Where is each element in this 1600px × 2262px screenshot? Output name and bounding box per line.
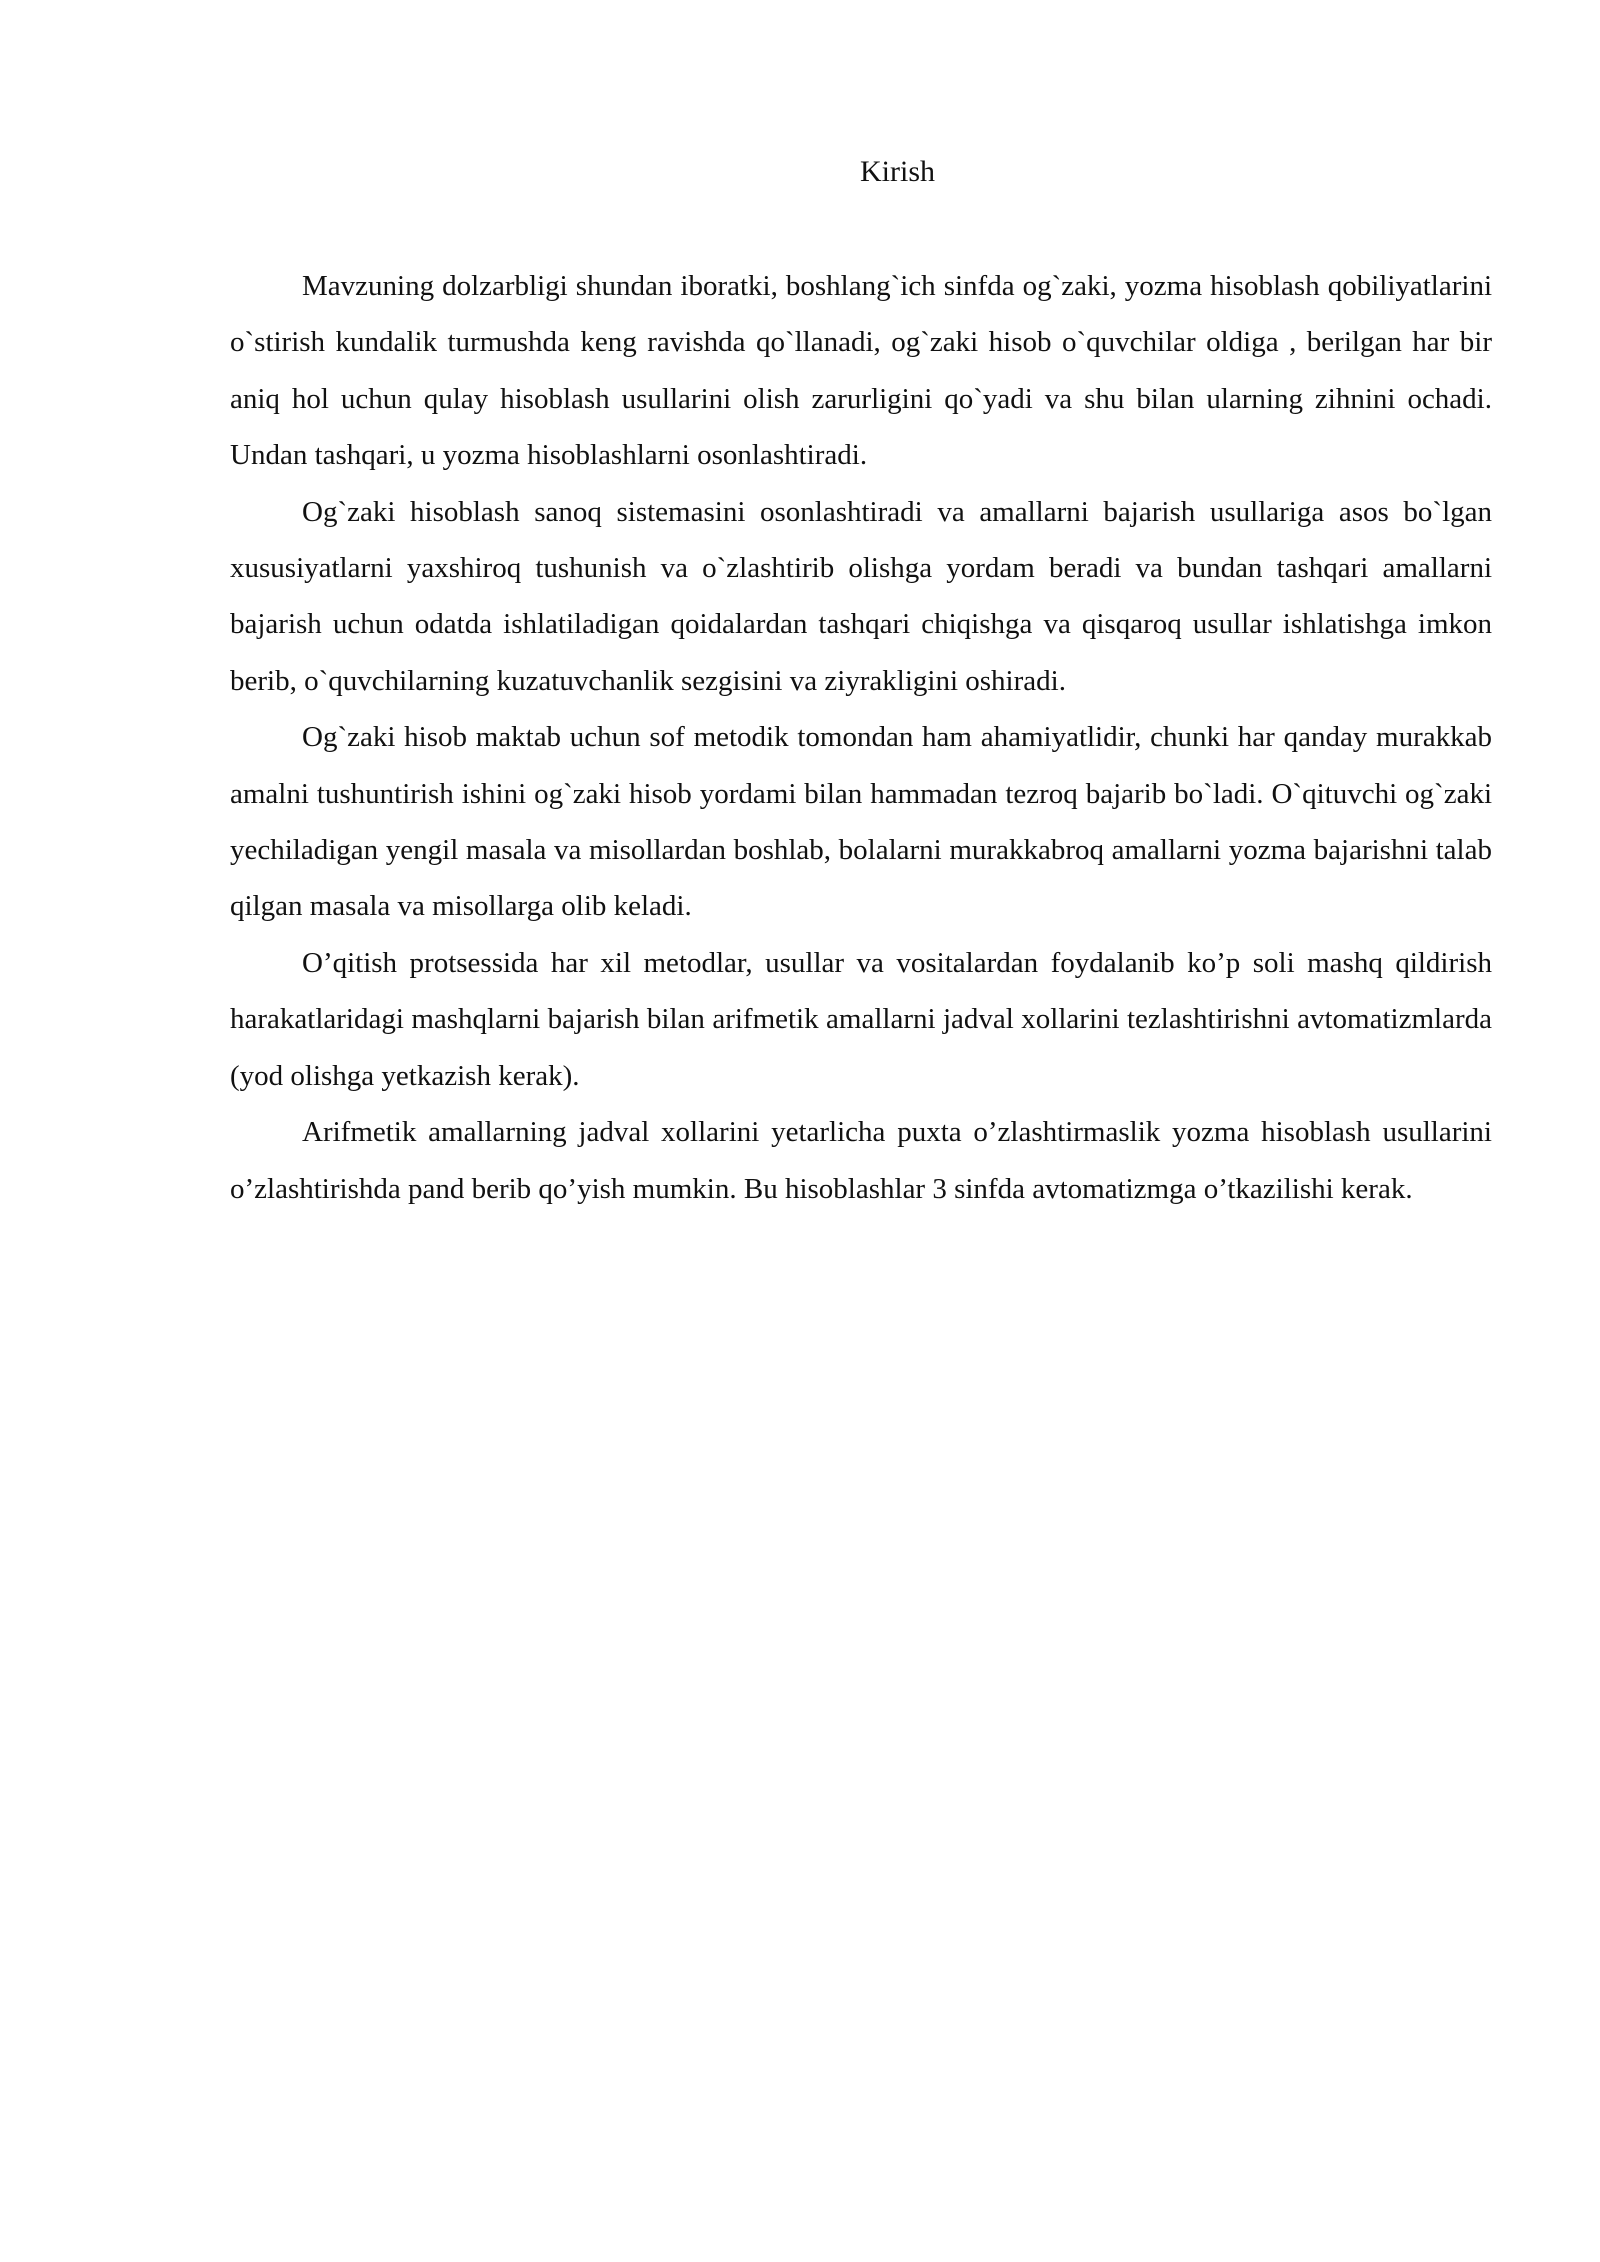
paragraph: Mavzuning dolzarbligi shundan iboratki, boshlang`ich sinfda og`zaki, yozma hisoblash qobiliyatlarini o`stirish kundalik turmushda keng ravishda qo`llanadi, og`zaki hisob o`quvchilar oldiga , berilgan har bir aniq hol uchun qulay hisoblash usullarini olish zarurligini qo`yadi va shu bilan ularning zihnini ochadi. Undan tashqari, u yozma hisoblashlarni osonlashtiradi. xyxy=(230,270,1492,472)
document-body xyxy=(230,258,1492,1217)
paragraph: Og`zaki hisoblash sanoq sistemasini osonlashtiradi va amallarni bajarish usullariga asos bo`lgan xususiyatlarni yaxshiroq tushunish va o`zlashtirib olishga yordam beradi va bundan tashqari amallarni bajarish uchun odatda ishlatiladigan qoidalardan tashqari chiqishga va qisqaroq usullar ishlatishga imkon berib, o`quvchilarning kuzatuvchanlik sezgisini va ziyrakligini oshiradi. xyxy=(230,495,1492,697)
paragraph: Og`zaki hisob maktab uchun sof metodik tomondan ham ahamiyatlidir, chunki har qanday murakkab amalni tushuntirish ishini og`zaki hisob yordami bilan hammadan tezroq bajarib bo`ladi. O`qituvchi og`zaki yechiladigan yengil masala va misollardan boshlab, bolalarni murakkabroq amallarni yozma bajarishni talab qilgan masala va misollarga olib keladi. xyxy=(230,721,1492,923)
paragraph: O’qitish protsessida har xil metodlar, usullar va vositalardan foydalanib ko’p soli mashq qildirish harakatlaridagi mashqlarni bajarish bilan arifmetik amallarni jadval xollarini tezlashtirishni avtomatizmlarda (yod olishga yetkazish kerak). xyxy=(230,946,1492,1092)
page-title: Kirish xyxy=(860,155,935,188)
paragraph: Arifmetik amallarning jadval xollarini yetarlicha puxta o’zlashtirmaslik yozma hisoblash usullarini o’zlashtirishda pand berib qo’yish mumkin. Bu hisoblashlar 3 sinfda avtomatizmga o’tkazilishi kerak. xyxy=(230,1116,1492,1205)
